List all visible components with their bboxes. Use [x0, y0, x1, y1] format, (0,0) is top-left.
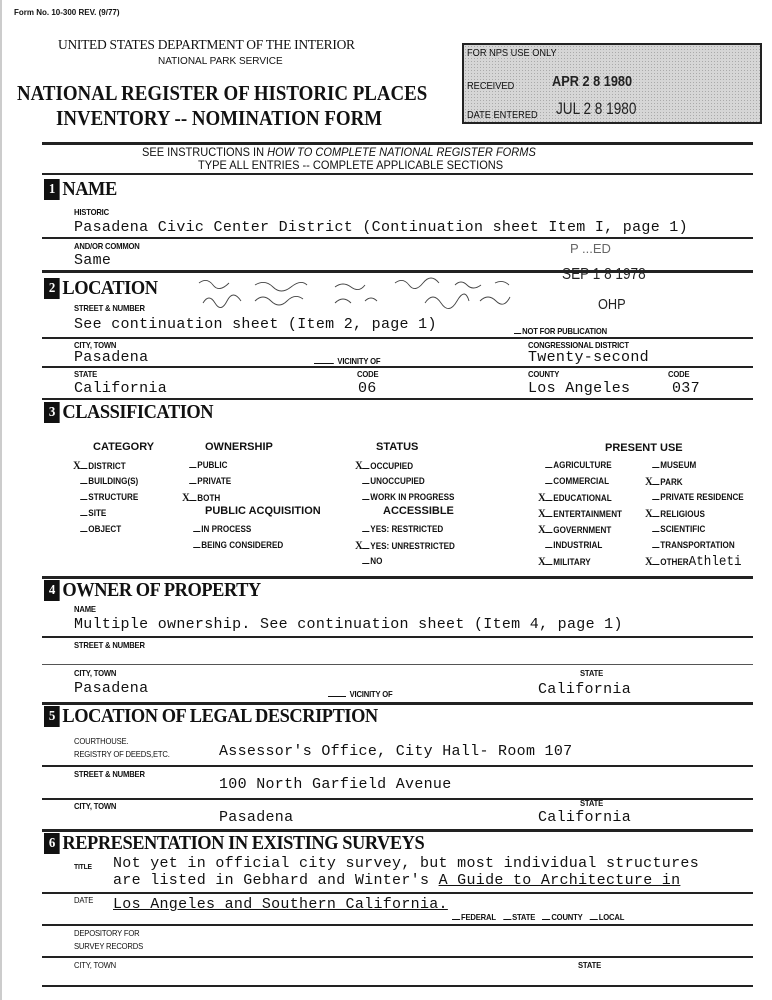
divider: [42, 985, 753, 987]
common-name-label: AND/OR COMMON: [74, 241, 140, 251]
form-number: Form No. 10-300 REV. (9/77): [14, 8, 120, 17]
option-label: PARK: [660, 477, 683, 487]
section-number: 1: [44, 179, 60, 200]
check-mark: X: [182, 490, 190, 504]
courthouse-label: COURTHOUSE.: [74, 736, 129, 746]
not-for-publication-option[interactable]: [514, 325, 607, 338]
option-label: NO: [370, 556, 383, 566]
county-code-field[interactable]: 037: [672, 380, 700, 397]
owner-city-field[interactable]: Pasadena: [74, 680, 149, 697]
historic-name-field[interactable]: Pasadena Civic Center District (Continuation sheet Item I, page 1): [74, 219, 688, 236]
checkbox-option-yes-unrestricted[interactable]: [355, 539, 455, 552]
checkbox-option-museum[interactable]: [645, 459, 744, 472]
scan-edge: [0, 0, 2, 1000]
received-date-stamp: APR 2 8 1980: [552, 73, 633, 90]
checkbox-option-transportation[interactable]: [645, 539, 744, 552]
survey-book-title: A Guide to Architecture in: [438, 872, 681, 889]
option-label: VICINITY OF: [337, 356, 381, 366]
acquisition-options: [186, 523, 294, 552]
public-acquisition-heading: PUBLIC ACQUISITION: [205, 505, 321, 517]
vicinity-option[interactable]: [314, 356, 380, 366]
check-mark: X: [73, 458, 81, 472]
divider: [42, 765, 753, 767]
option-label: BEING CONSIDERED: [201, 540, 284, 550]
survey-records-label: SURVEY RECORDS: [74, 941, 144, 951]
legal-city-field[interactable]: Pasadena: [219, 809, 294, 826]
option-label: SCIENTIFIC: [660, 524, 706, 534]
category-options: [73, 459, 146, 536]
county-field[interactable]: Los Angeles: [528, 380, 631, 397]
checkbox-option-entertainment[interactable]: [538, 507, 622, 520]
check-blank: [362, 523, 369, 532]
accessible-heading: ACCESSIBLE: [383, 505, 454, 517]
present-use-heading: PRESENT USE: [605, 442, 683, 454]
legal-street-field[interactable]: 100 North Garfield Avenue: [219, 776, 452, 793]
checkbox-option-scientific[interactable]: [645, 523, 744, 536]
form-title-line1: NATIONAL REGISTER OF HISTORIC PLACES: [17, 81, 428, 105]
option-label: SITE: [88, 508, 107, 518]
option-label: OCCUPIED: [370, 461, 414, 471]
option-label: COMMERCIAL: [553, 476, 610, 486]
option-label: TRANSPORTATION: [660, 540, 735, 550]
check-blank: [652, 476, 659, 485]
checkbox-option-private-residence[interactable]: [645, 491, 744, 504]
option-label: YES: RESTRICTED: [370, 524, 444, 534]
check-blank: [545, 556, 552, 565]
check-mark: X: [538, 522, 546, 536]
check-mark: X: [538, 554, 546, 568]
checkbox-option-occupied[interactable]: [355, 459, 454, 472]
section-number: 3: [44, 402, 60, 423]
checkbox-option-park[interactable]: [645, 475, 744, 488]
survey-date-field[interactable]: [113, 896, 448, 913]
instructions-line2: TYPE ALL ENTRIES -- COMPLETE APPLICABLE SECTIONS: [198, 158, 504, 172]
option-label: EDUCATIONAL: [553, 493, 612, 503]
option-label: LOCAL: [598, 912, 625, 922]
received-label: RECEIVED: [467, 80, 515, 92]
section-5-header: [44, 705, 378, 728]
checkbox-option-private[interactable]: [182, 475, 231, 488]
option-label: STRUCTURE: [88, 492, 139, 502]
check-blank: [362, 555, 369, 564]
check-blank: [652, 459, 659, 468]
survey-book-title-cont: Los Angeles and Southern California.: [113, 896, 448, 913]
checkbox-option-both[interactable]: [182, 491, 231, 504]
check-blank: [189, 475, 196, 484]
option-label: PUBLIC: [197, 460, 228, 470]
local-option[interactable]: [590, 912, 624, 922]
check-blank: [193, 523, 200, 532]
divider: [42, 636, 753, 638]
check-blank: [362, 540, 369, 549]
category-heading: CATEGORY: [93, 441, 155, 453]
present-use-options-2: [645, 459, 755, 568]
check-blank: [362, 475, 369, 484]
registry-label: REGISTRY OF DEEDS,ETC.: [74, 749, 170, 759]
county-code-label: CODE: [668, 369, 690, 379]
checkbox-option-agriculture[interactable]: [538, 459, 622, 472]
checkbox-option-in-process[interactable]: [186, 523, 283, 536]
option-label: IN PROCESS: [201, 524, 252, 534]
owner-state-label: STATE: [580, 668, 604, 678]
option-label: MILITARY: [553, 557, 591, 567]
divider: [42, 237, 753, 239]
check-blank: [652, 491, 659, 500]
option-label: PRIVATE RESIDENCE: [660, 492, 744, 502]
option-label: INDUSTRIAL: [553, 540, 603, 550]
section-title: LOCATION: [62, 277, 158, 299]
check-blank: [189, 492, 196, 501]
check-blank: [545, 539, 552, 548]
owner-vicinity-option[interactable]: [328, 689, 393, 699]
historic-label: HISTORIC: [74, 207, 109, 217]
check-blank: [189, 459, 196, 468]
option-label: OTHER: [660, 557, 689, 567]
handwritten-annotation: [195, 273, 555, 311]
checkbox-option-educational[interactable]: [538, 491, 622, 504]
divider: [42, 398, 753, 400]
section-title: NAME: [62, 178, 117, 200]
depository-label: DEPOSITORY FOR: [74, 928, 140, 938]
divider: [42, 337, 753, 339]
section-3-header: [44, 401, 213, 424]
checkbox-option-building-s[interactable]: [73, 475, 138, 488]
ownership-options: [182, 459, 237, 504]
checkbox-option-public[interactable]: [182, 459, 231, 472]
checkbox-option-object[interactable]: [73, 523, 138, 536]
date-entered-label: DATE ENTERED: [467, 109, 538, 121]
section-title: LOCATION OF LEGAL DESCRIPTION: [62, 705, 378, 727]
option-label: FEDERAL: [461, 912, 496, 922]
checkbox-option-unoccupied[interactable]: [355, 475, 454, 488]
check-blank: [545, 459, 552, 468]
option-label: MUSEUM: [660, 460, 697, 470]
check-blank: [545, 524, 552, 533]
accessible-options: [355, 523, 466, 568]
option-label: VICINITY OF: [349, 689, 393, 699]
check-blank: [80, 523, 87, 532]
instructions-text: SEE INSTRUCTIONS IN: [142, 145, 268, 159]
check-blank: [193, 539, 200, 548]
city-field[interactable]: Pasadena: [74, 349, 149, 366]
option-label: GOVERNMENT: [553, 525, 612, 535]
section-number: 5: [44, 706, 60, 727]
check-blank: [545, 492, 552, 501]
courthouse-field[interactable]: Assessor's Office, City Hall- Room 107: [219, 743, 573, 760]
check-mark: X: [538, 506, 546, 520]
state-code-field[interactable]: 06: [358, 380, 377, 397]
status-options: [355, 459, 466, 504]
state-label: STATE: [74, 369, 98, 379]
section-title: CLASSIFICATION: [62, 401, 214, 423]
survey-level-options: [452, 912, 624, 922]
option-label: BOTH: [197, 493, 221, 503]
option-label: ENTERTAINMENT: [553, 509, 623, 519]
checkbox-option-religious[interactable]: [645, 507, 744, 520]
city-label: CITY, TOWN: [74, 340, 117, 350]
check-blank: [652, 508, 659, 517]
option-label: STATE: [512, 912, 536, 922]
option-label: DISTRICT: [88, 461, 126, 471]
option-label: PRIVATE: [197, 476, 232, 486]
checkbox-option-military[interactable]: [538, 555, 622, 568]
congressional-district-label: CONGRESSIONAL DISTRICT: [528, 340, 629, 350]
other-use-field[interactable]: Athleti: [688, 554, 742, 570]
option-label: OBJECT: [88, 524, 122, 534]
divider: [42, 366, 753, 368]
checkbox-option-site[interactable]: [73, 507, 138, 520]
checkbox-option-government[interactable]: [538, 523, 622, 536]
processed-stamp: P ...ED: [570, 241, 611, 256]
service-name: NATIONAL PARK SERVICE: [158, 56, 283, 67]
section-title: OWNER OF PROPERTY: [62, 579, 261, 601]
street-field[interactable]: See continuation sheet (Item 2, page 1): [74, 316, 437, 333]
section-number: 6: [44, 833, 60, 854]
owner-name-field[interactable]: Multiple ownership. See continuation sheet (Item 4, page 1): [74, 616, 623, 633]
check-blank: [80, 507, 87, 516]
divider: [42, 798, 753, 800]
check-mark: X: [645, 474, 653, 488]
check-blank: [545, 508, 552, 517]
form-title-line2: INVENTORY -- NOMINATION FORM: [56, 106, 383, 130]
divider: [42, 892, 753, 894]
checkbox-option-being-considered[interactable]: [186, 539, 283, 552]
check-blank: [80, 460, 87, 469]
state-option[interactable]: [503, 912, 535, 922]
nps-use-box: [462, 43, 762, 124]
owner-city-label: CITY, TOWN: [74, 668, 117, 678]
state-code-label: CODE: [357, 369, 379, 379]
federal-option[interactable]: [452, 912, 496, 922]
option-label: RELIGIOUS: [660, 509, 705, 519]
survey-title-line1[interactable]: Not yet in official city survey, but most individual structures: [113, 855, 699, 872]
state-field[interactable]: California: [74, 380, 168, 397]
department-name: UNITED STATES DEPARTMENT OF THE INTERIOR: [58, 37, 355, 52]
survey-title-text: are listed in Gebhard and Winter's: [113, 872, 439, 889]
check-mark: X: [538, 490, 546, 504]
option-label: BUILDING(S): [88, 476, 139, 486]
checkbox-option-structure[interactable]: [73, 491, 138, 504]
section-1-header: [44, 178, 117, 201]
option-label: UNOCCUPIED: [370, 476, 425, 486]
checkbox-option-industrial[interactable]: [538, 539, 622, 552]
ohp-stamp: OHP: [598, 296, 626, 313]
checkbox-option-other[interactable]: [645, 555, 744, 568]
check-mark: X: [355, 538, 363, 552]
section-number: 2: [44, 278, 60, 299]
check-blank: [652, 523, 659, 532]
legal-street-label: STREET & NUMBER: [74, 769, 145, 779]
option-label: COUNTY: [551, 912, 583, 922]
section-4-header: [44, 579, 261, 602]
check-mark: X: [355, 458, 363, 472]
owner-name-label: NAME: [74, 604, 96, 614]
checkbox-option-yes-restricted[interactable]: [355, 523, 455, 536]
option-label: YES: UNRESTRICTED: [370, 541, 455, 551]
county-option[interactable]: [542, 912, 582, 922]
divider: [42, 924, 753, 926]
instructions-line1: [142, 145, 536, 159]
status-heading: STATUS: [376, 441, 419, 453]
instructions-reference: HOW TO COMPLETE NATIONAL REGISTER FORMS: [267, 145, 536, 159]
check-blank: [545, 475, 552, 484]
ownership-heading: OWNERSHIP: [205, 441, 273, 453]
section-title: REPRESENTATION IN EXISTING SURVEYS: [62, 832, 425, 854]
survey-date-label: DATE: [74, 895, 94, 905]
divider: [42, 173, 753, 175]
survey-state-label: STATE: [578, 960, 602, 970]
checkbox-option-commercial[interactable]: [538, 475, 622, 488]
option-label: AGRICULTURE: [553, 460, 612, 470]
check-blank: [362, 460, 369, 469]
congressional-district-field[interactable]: Twenty-second: [528, 349, 649, 366]
divider: [42, 956, 753, 958]
check-mark: X: [645, 506, 653, 520]
date-entered-stamp: JUL 2 8 1980: [556, 99, 637, 118]
survey-title-label: TITLE: [74, 862, 92, 871]
common-name-field[interactable]: Same: [74, 252, 112, 269]
legal-state-field[interactable]: California: [538, 809, 632, 826]
present-use-options-1: [538, 459, 631, 568]
survey-title-line2[interactable]: [113, 872, 680, 889]
divider: [42, 664, 753, 665]
check-blank: [362, 491, 369, 500]
check-blank: [652, 556, 659, 565]
street-label: STREET & NUMBER: [74, 303, 145, 313]
section-number: 4: [44, 580, 60, 601]
nps-box-label: FOR NPS USE ONLY: [467, 47, 557, 59]
check-blank: [652, 539, 659, 548]
option-label: NOT FOR PUBLICATION: [522, 326, 607, 336]
check-blank: [80, 475, 87, 484]
owner-street-label: STREET & NUMBER: [74, 640, 145, 650]
section-2-header: [44, 277, 158, 300]
county-label: COUNTY: [528, 369, 560, 379]
option-label: WORK IN PROGRESS: [370, 492, 455, 502]
checkbox-option-no[interactable]: [355, 555, 455, 568]
owner-state-field[interactable]: California: [538, 681, 632, 698]
survey-city-label: CITY, TOWN: [74, 960, 116, 970]
section-6-header: [44, 832, 424, 855]
legal-city-label: CITY, TOWN: [74, 801, 117, 811]
check-mark: X: [645, 554, 653, 568]
checkbox-option-work-in-progress[interactable]: [355, 491, 454, 504]
check-blank: [80, 491, 87, 500]
received-stamp-1978: SEP 1 8 1978: [562, 266, 646, 283]
checkbox-option-district[interactable]: [73, 459, 138, 472]
legal-state-label: STATE: [580, 798, 604, 808]
